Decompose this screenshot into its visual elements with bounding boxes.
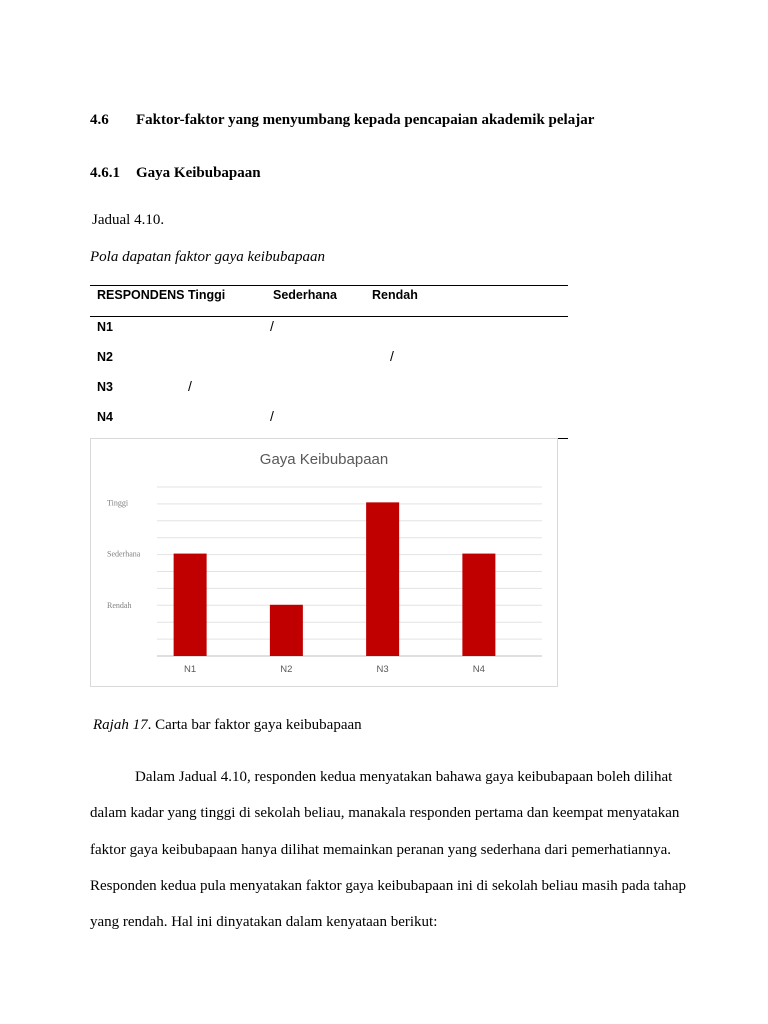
x-tick-label: N3: [376, 664, 389, 675]
bar-chart: [90, 438, 558, 687]
bar-n1: [174, 554, 207, 656]
chart-plot: [91, 439, 557, 686]
bar-n4: [462, 554, 495, 656]
paragraph-line: dalam kadar yang tinggi di sekolah beliau, manakala responden pertama dan keempat menyatakan: [90, 805, 680, 821]
row-mark: /: [270, 318, 274, 334]
row-mark: /: [390, 348, 394, 364]
bar-n2: [270, 605, 303, 656]
row-mark: /: [188, 378, 192, 394]
bar-n3: [366, 502, 399, 656]
subsection-number: 4.6.1: [90, 165, 120, 181]
y-tick-label: Tinggi: [107, 498, 129, 508]
header-respondens: RESPONDENS: [97, 288, 185, 302]
paragraph-line: Responden kedua pula menyatakan faktor gaya keibubapaan ini di sekolah beliau masih pada tahap: [90, 878, 687, 894]
paragraph-line: faktor gaya keibubapaan hanya dilihat memainkan peranan yang sederhana dari pemerhatiannya.: [90, 842, 671, 858]
table-header-rule: [90, 316, 568, 317]
row-respondent: N3: [97, 380, 113, 394]
row-respondent: N4: [97, 410, 113, 424]
y-tick-label: Rendah: [107, 600, 132, 610]
paragraph-line: yang rendah. Hal ini dinyatakan dalam kenyataan berikut:: [90, 914, 438, 930]
figure-label: Rajah 17: [93, 717, 148, 733]
section-number: 4.6: [90, 112, 109, 128]
x-tick-label: N4: [472, 664, 485, 675]
header-rendah: Rendah: [372, 288, 418, 302]
header-sederhana: Sederhana: [273, 288, 337, 302]
chart-title: Gaya Keibubapaan: [259, 451, 389, 468]
table-label: Jadual 4.10.: [92, 212, 165, 228]
subsection-title: Gaya Keibubapaan: [136, 165, 261, 181]
figure-caption: [93, 717, 362, 734]
y-tick-label: Sederhana: [107, 549, 141, 559]
row-respondent: N1: [97, 320, 113, 334]
x-tick-label: N1: [184, 664, 197, 675]
table-title: Pola dapatan faktor gaya keibubapaan: [90, 249, 325, 265]
x-tick-label: N2: [280, 664, 293, 675]
table-top-rule: [90, 285, 568, 286]
row-respondent: N2: [97, 350, 113, 364]
header-tinggi: Tinggi: [188, 288, 226, 302]
paragraph-line: Dalam Jadual 4.10, responden kedua menyatakan bahawa gaya keibubapaan boleh dilihat: [135, 769, 673, 785]
row-mark: /: [270, 408, 274, 424]
section-title: Faktor-faktor yang menyumbang kepada pencapaian akademik pelajar: [136, 112, 595, 128]
figure-text: . Carta bar faktor gaya keibubapaan: [147, 717, 362, 733]
